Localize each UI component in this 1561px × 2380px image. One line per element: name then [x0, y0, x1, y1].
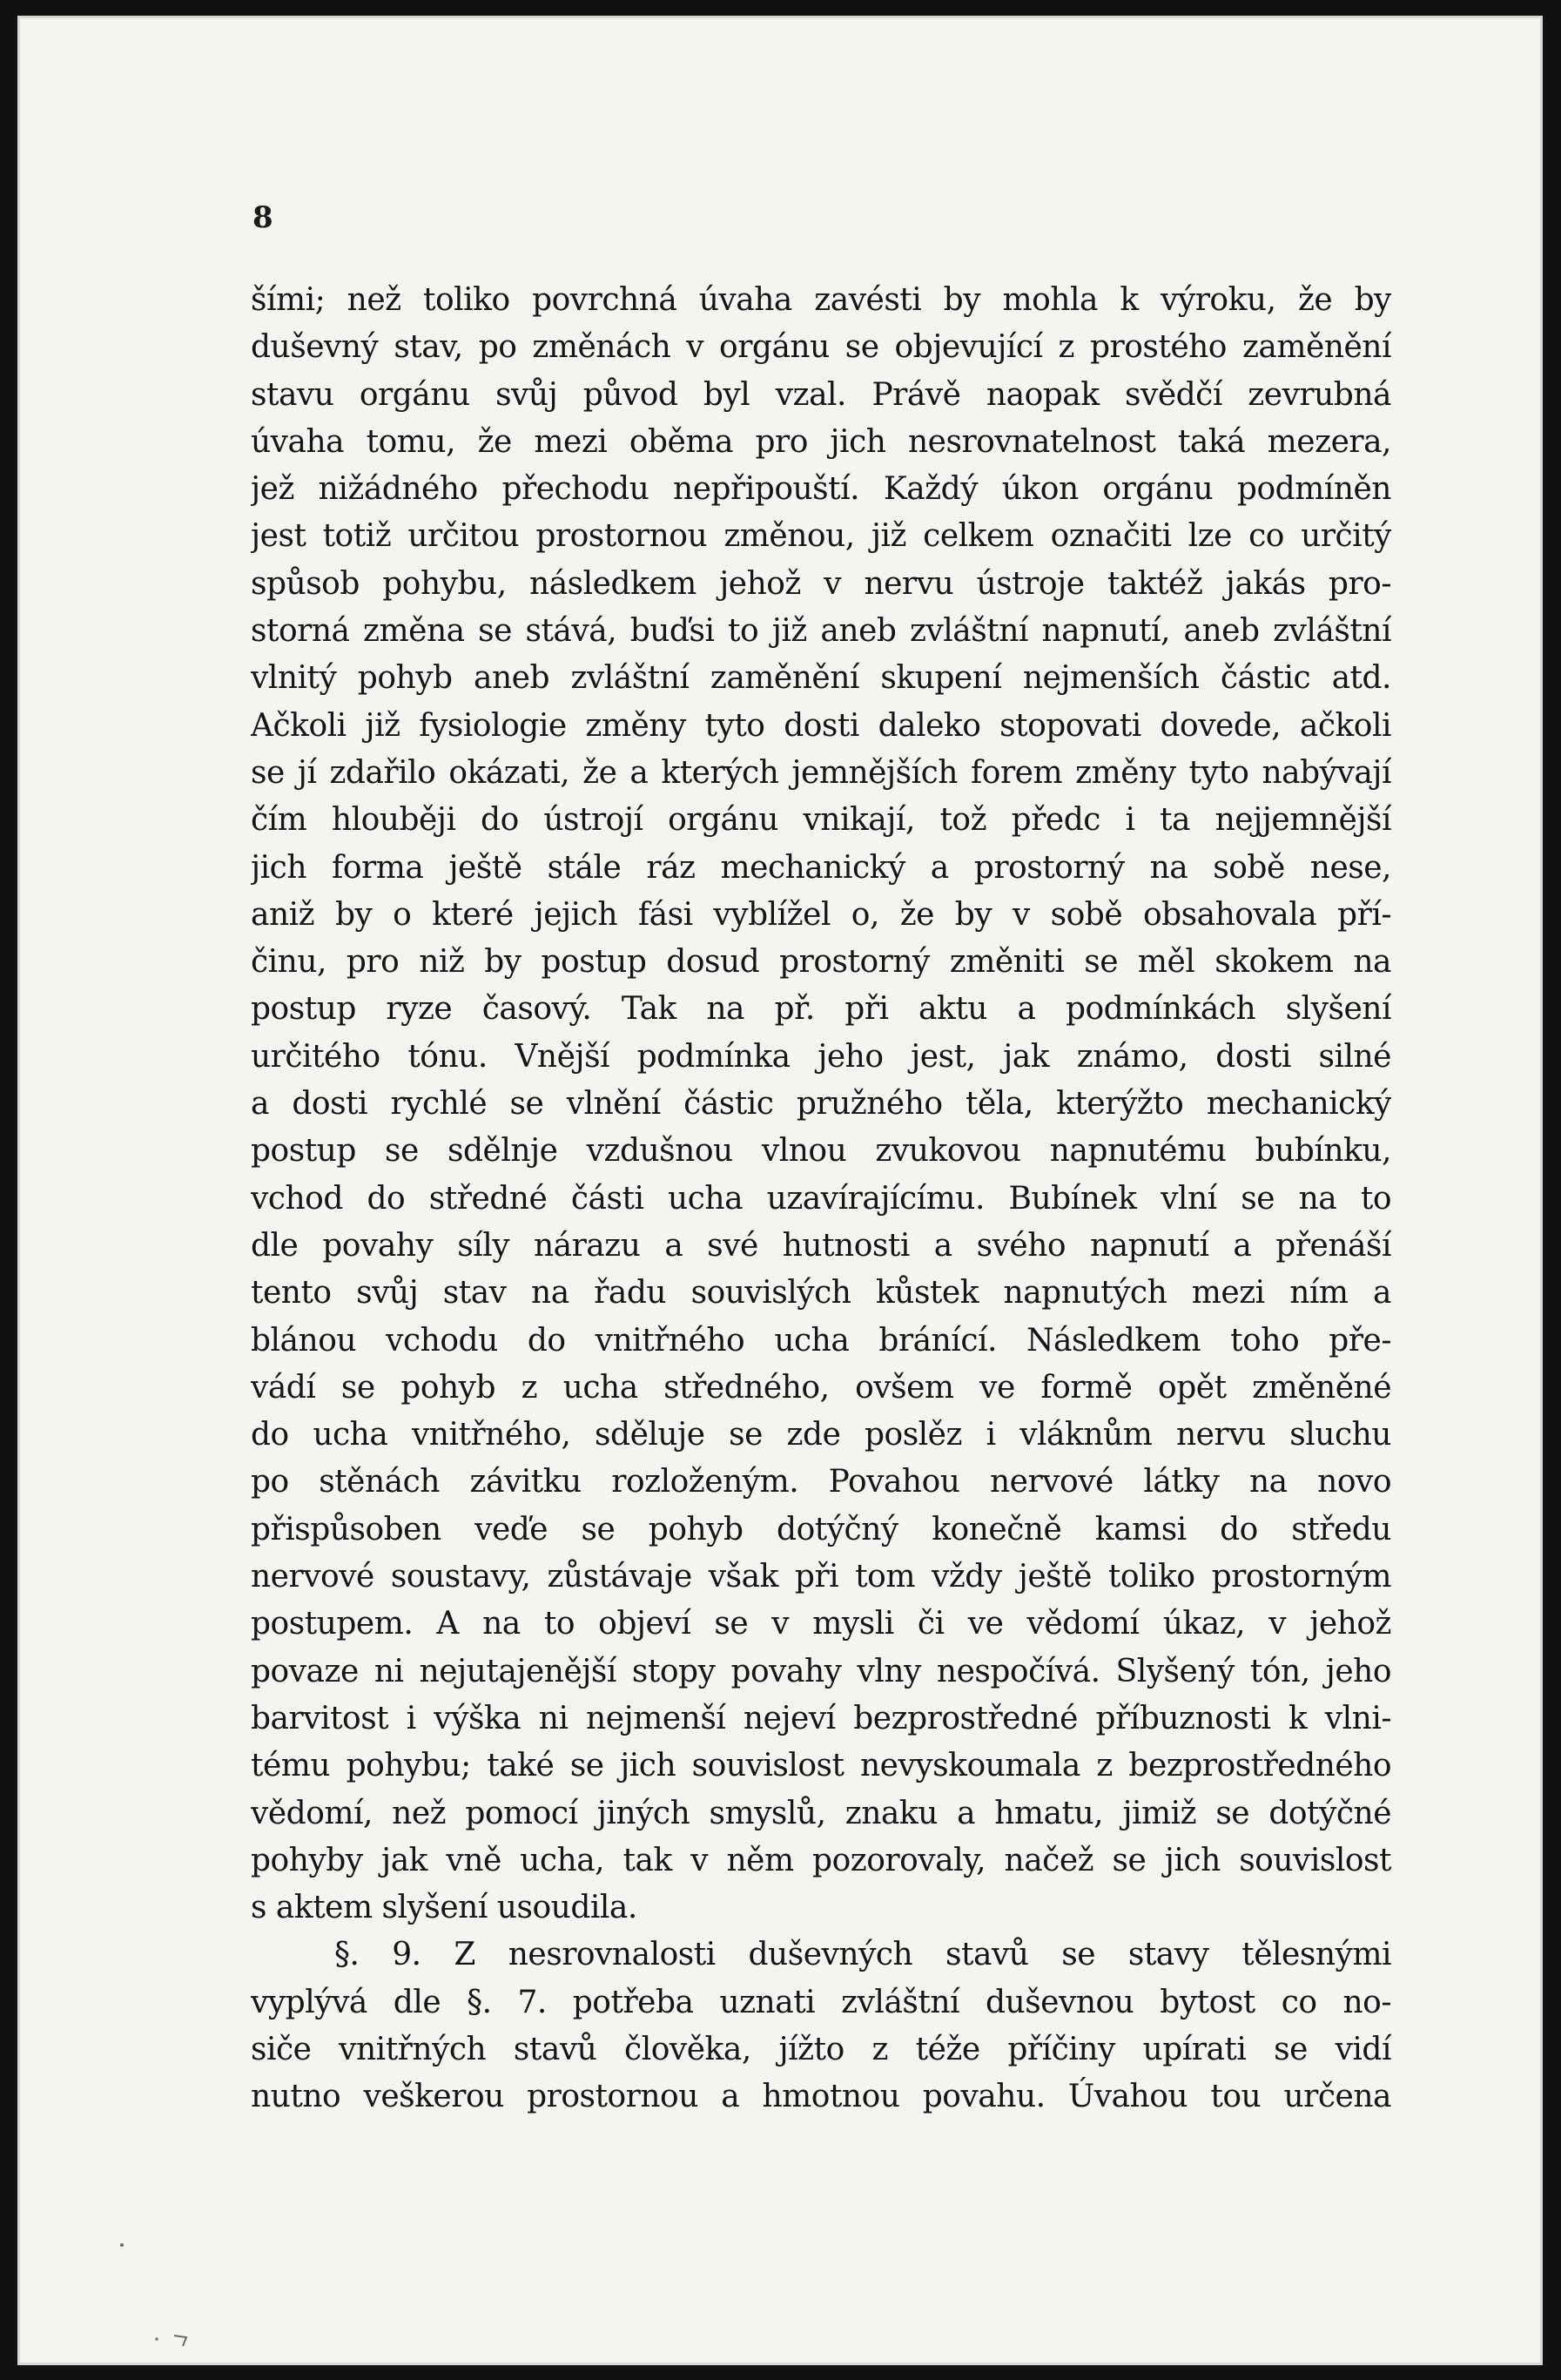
text-line: činu, pro niž by postup dosud prostorný změniti se měl skokem na	[251, 944, 1391, 981]
text-line: jež nižádného přechodu nepřipouští. Každý úkon orgánu podmíněn	[251, 471, 1391, 508]
text-line: tému pohybu; také se jich souvislost nevyskoumala z bezprostředného	[251, 1748, 1391, 1784]
text-line: vlnitý pohyb aneb zvláštní zaměnění skupení nejmenších částic atd.	[251, 660, 1391, 697]
page-number: 8	[252, 200, 273, 235]
text-line: čím hlouběji do ústrojí orgánu vnikají, tož předc i ta nejjemnější	[251, 802, 1391, 839]
text-line: jich forma ještě stále ráz mechanický a prostorný na sobě nese,	[251, 849, 1391, 886]
dust-speck	[120, 2243, 124, 2247]
text-line: blánou vchodu do vnitřného ucha bránící. Následkem toho pře-	[251, 1322, 1391, 1359]
text-line: pohyby jak vně ucha, tak v něm pozorovaly, načež se jich souvislost	[251, 1842, 1391, 1878]
text-line: duševný stav, po změnách v orgánu se objevující z prostého zaměnění	[251, 329, 1391, 366]
text-line: tento svůj stav na řadu souvislých kůstek napnutých mezi ním a	[251, 1275, 1391, 1311]
text-line: nutno veškerou prostornou a hmotnou povahu. Úvahou tou určena	[251, 2079, 1391, 2115]
text-line: stavu orgánu svůj původ byl vzal. Právě naopak svědčí zevrubná	[251, 376, 1391, 413]
text-line: jest totiž určitou prostornou změnou, již celkem označiti lze co určitý	[251, 518, 1391, 555]
text-line: postupem. A na to objeví se v mysli či ve vědomí úkaz, v jehož	[251, 1606, 1391, 1642]
text-line: barvitost i výška ni nejmenší nejeví bezprostředné příbuznosti k vlni-	[251, 1700, 1391, 1736]
text-line: povaze ni nejutajenější stopy povahy vlny nespočívá. Slyšený tón, jeho	[251, 1653, 1391, 1689]
text-line: storná změna se stává, buďsi to již aneb zvláštní napnutí, aneb zvláštní	[251, 613, 1391, 650]
text-line: siče vnitřných stavů člověka, jížto z téže příčiny upírati se vidí	[251, 2031, 1391, 2067]
text-line: po stěnách závitku rozloženým. Povahou nervové látky na novo	[251, 1464, 1391, 1500]
text-line: postup ryze časový. Tak na př. při aktu a podmínkách slyšení	[251, 991, 1391, 1028]
text-line: aniž by o které jejich fási vyblížel o, že by v sobě obsahovala pří-	[251, 896, 1391, 933]
text-line: přispůsoben veďe se pohyb dotýčný konečně kamsi do středu	[251, 1511, 1391, 1547]
book-page	[17, 16, 1543, 2365]
body-text	[251, 277, 1391, 2121]
text-line: do ucha vnitřného, sděluje se zde poslěz i vláknům nervu sluchu	[251, 1417, 1391, 1453]
dust-mark	[174, 2336, 186, 2346]
section-heading-line: §. 9. Z nesrovnalosti duševných stavů se stavy tělesnými	[334, 1937, 1391, 1973]
text-line: Ačkoli již fysiologie změny tyto dosti daleko stopovati dovede, ačkoli	[251, 707, 1391, 744]
text-line: a dosti rychlé se vlnění částic pružného těla, kterýžto mechanický	[251, 1086, 1391, 1123]
dust-speck	[155, 2337, 158, 2341]
text-line: dle povahy síly nárazu a své hutnosti a svého napnutí a přenáší	[251, 1227, 1391, 1264]
text-line: určitého tónu. Vnější podmínka jeho jest, jak známo, dosti silné	[251, 1038, 1391, 1075]
text-line: nervové soustavy, zůstávaje však při tom vždy ještě toliko prostorným	[251, 1559, 1391, 1595]
text-line: vádí se pohyb z ucha středného, ovšem ve formě opět změněné	[251, 1369, 1391, 1406]
text-line: vyplývá dle §. 7. potřeba uznati zvláštní duševnou bytost co no-	[251, 1984, 1391, 2020]
text-line: se jí zdařilo okázati, že a kterých jemnějších forem změny tyto nabývají	[251, 754, 1391, 791]
text-line: spůsob pohybu, následkem jehož v nervu ústroje taktéž jakás pro-	[251, 565, 1391, 602]
text-line: šími; než toliko povrchná úvaha zavésti by mohla k výroku, že by	[251, 282, 1391, 318]
text-line: vchod do středné části ucha uzavírajícímu. Bubínek vlní se na to	[251, 1180, 1391, 1217]
text-line: vědomí, než pomocí jiných smyslů, znaku a hmatu, jimiž se dotýčné	[251, 1795, 1391, 1831]
text-line: úvaha tomu, že mezi oběma pro jich nesrovnatelnost taká mezera,	[251, 423, 1391, 460]
text-line: postup se sdělnje vzdušnou vlnou zvukovou napnutému bubínku,	[251, 1133, 1391, 1170]
text-line: s aktem slyšení usoudila.	[251, 1890, 637, 1926]
